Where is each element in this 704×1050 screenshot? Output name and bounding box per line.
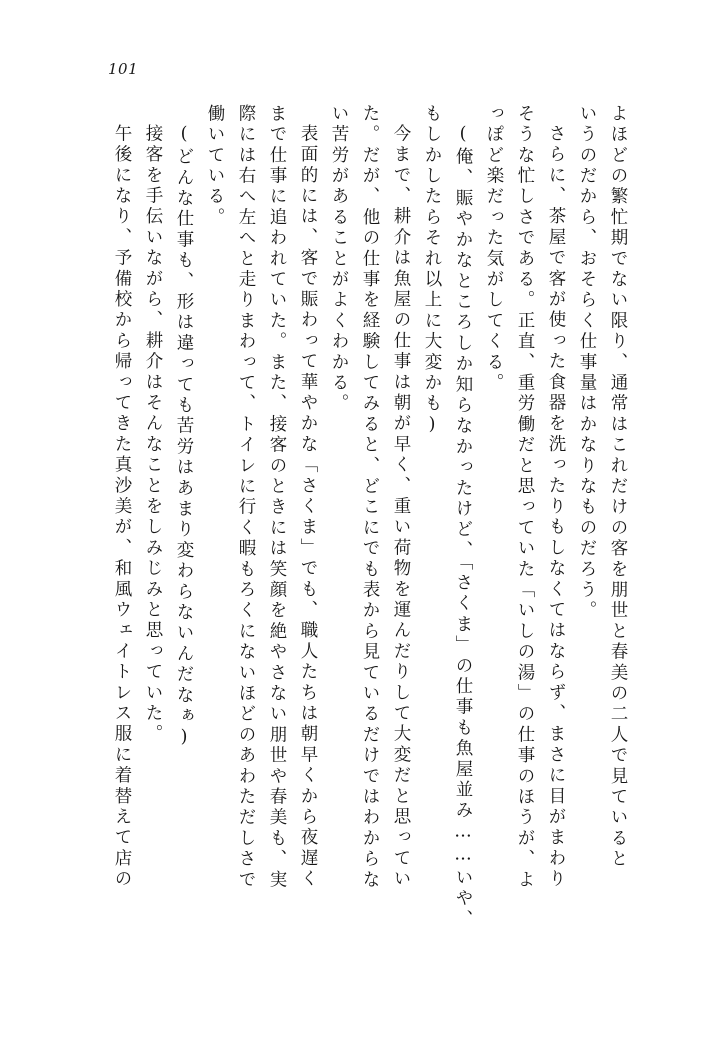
text-line: いうのだから、おそらく仕事量はかなりなものだろう。 xyxy=(577,104,597,622)
text-line: そうな忙しさである。正直、重労働だと思っていた「いしの湯」の仕事のほうが、よ xyxy=(515,104,535,891)
text-line: 際には右へ左へと走りまわって、トイレに行く暇もろくにないほどのあわただしさで xyxy=(236,104,256,891)
text-line: よほどの繁忙期でない限り、通常はこれだけの客を朋世と春美の二人で見ていると xyxy=(608,104,628,870)
vertical-text-body xyxy=(81,104,626,964)
text-line: まで仕事に追われていた。また、接客のときには笑顔を絶やさない朋世や春美も、実 xyxy=(267,104,287,891)
text-line: 今まで、耕介は魚屋の仕事は朝が早く、重い荷物を運んだりして大変だと思ってい xyxy=(391,124,411,890)
text-line: 午後になり、予備校から帰ってきた真沙美が、和風ウェイトレス服に着替えて店の xyxy=(112,124,132,890)
text-line: 働いている。 xyxy=(205,104,225,229)
text-line: もしかしたらそれ以上に大変かも) xyxy=(422,104,442,438)
text-line: い苦労があることがよくわかる。 xyxy=(329,104,349,415)
text-line: (俺、賑やかなところしか知らなかったけど、「さくま」の仕事も魚屋並み……いや、 xyxy=(453,124,473,931)
text-line: 接客を手伝いながら、耕介はそんなことをしみじみと思っていた。 xyxy=(143,124,163,745)
page-number: 101 xyxy=(108,60,139,78)
text-line: 表面的には、客で賑わって華やかな「さくま」でも、職人たちは朝早くから夜遅く xyxy=(298,124,318,890)
text-line: さらに、茶屋で客が使った食器を洗ったりもしなくてはならず、まさに目がまわり xyxy=(546,124,566,890)
text-line: っぽど楽だった気がしてくる。 xyxy=(484,104,504,394)
text-line: (どんな仕事も、形は違っても苦労はあまり変わらないんだなぁ) xyxy=(174,124,194,750)
text-line: た。だが、他の仕事を経験してみると、どこにでも表から見ているだけではわからな xyxy=(360,104,380,891)
